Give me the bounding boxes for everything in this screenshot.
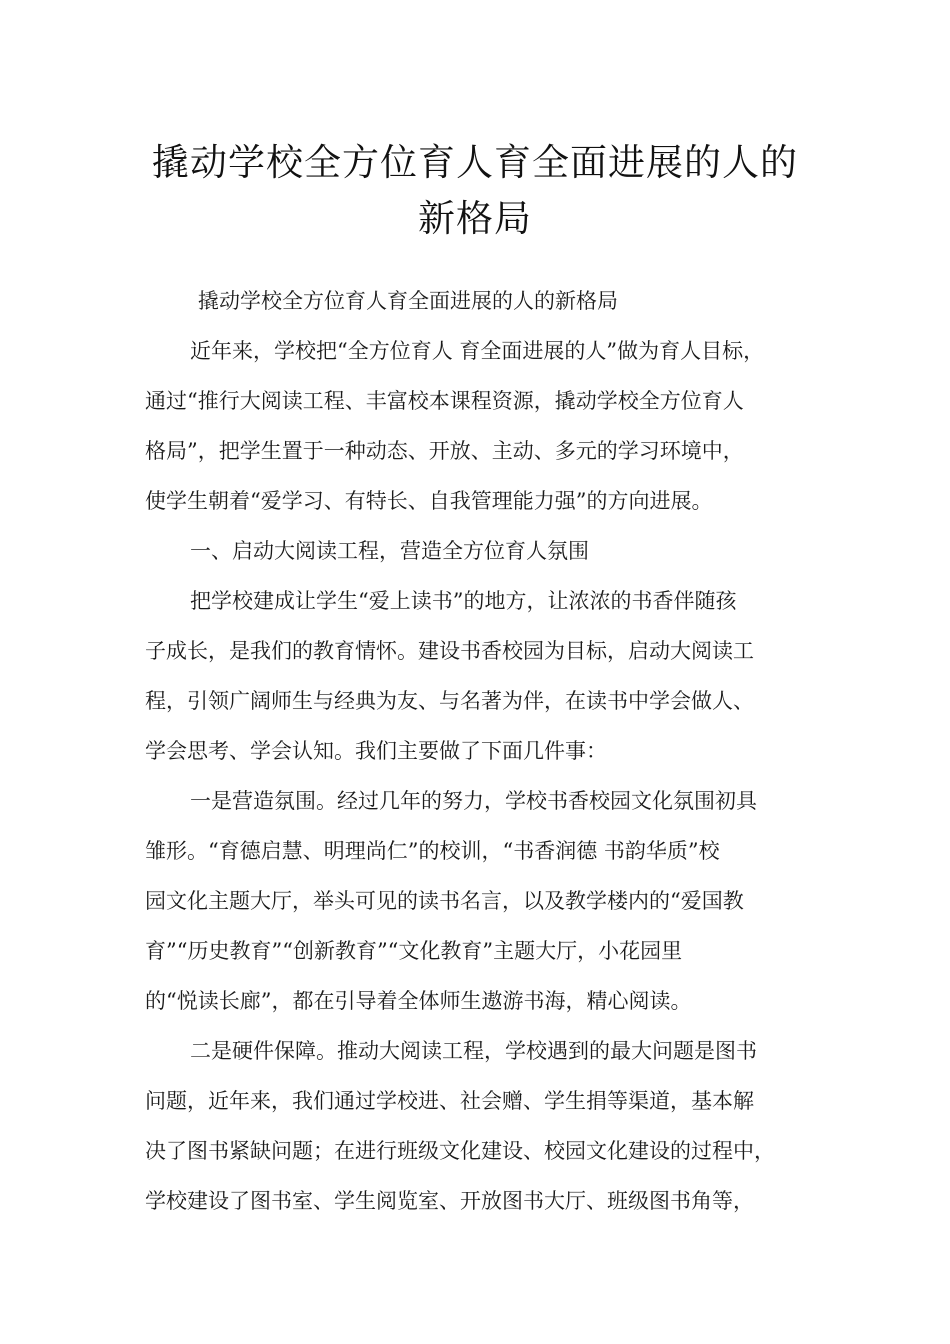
paragraph-3-line-4: 育”“历史教育”“创新教育”“文化教育”主题大厅，小花园里 — [145, 939, 683, 963]
document-subtitle: 撬动学校全方位育人育全面进展的人的新格局 — [198, 289, 618, 313]
paragraph-2-line-1: 把学校建成让学生“爱上读书”的地方，让浓浓的书香伴随孩 — [190, 589, 737, 613]
paragraph-3-line-1: 一是营造氛围。经过几年的努力，学校书香校园文化氛围初具 — [190, 789, 757, 813]
paragraph-3-line-5: 的“悦读长廊”，都在引导着全体师生遨游书海，精心阅读。 — [145, 989, 692, 1013]
paragraph-1-line-3: 格局”，把学生置于一种动态、开放、主动、多元的学习环境中， — [145, 439, 744, 463]
paragraph-4-line-3: 决了图书紧缺问题；在进行班级文化建设、校园文化建设的过程中， — [145, 1139, 775, 1163]
paragraph-1-line-4: 使学生朝着“爱学习、有特长、自我管理能力强”的方向进展。 — [145, 489, 713, 513]
paragraph-2-line-2: 子成长，是我们的教育情怀。建设书香校园为目标，启动大阅读工 — [145, 639, 754, 663]
paragraph-4-line-2: 问题，近年来，我们通过学校进、社会赠、学生捐等渠道，基本解 — [145, 1089, 754, 1113]
paragraph-2-line-3: 程，引领广阔师生与经典为友、与名著为伴，在读书中学会做人、 — [145, 689, 754, 713]
paragraph-1-line-1: 近年来，学校把“全方位育人 育全面进展的人”做为育人目标， — [190, 339, 765, 363]
paragraph-4-line-1: 二是硬件保障。推动大阅读工程，学校遇到的最大问题是图书 — [190, 1039, 757, 1063]
paragraph-4-line-4: 学校建设了图书室、学生阅览室、开放图书大厅、班级图书角等， — [145, 1189, 754, 1213]
paragraph-1-line-2: 通过“推行大阅读工程、丰富校本课程资源，撬动学校全方位育人 — [145, 389, 744, 413]
paragraph-3-line-2: 雏形。“育德启慧、明理尚仁”的校训，“书香润德 书韵华质”校 — [145, 839, 720, 863]
paragraph-2-line-4: 学会思考、学会认知。我们主要做了下面几件事： — [145, 739, 607, 763]
document-title-line-2: 新格局 — [418, 197, 532, 240]
paragraph-3-line-3: 园文化主题大厅，举头可见的读书名言，以及教学楼内的“爱国教 — [145, 889, 744, 913]
document-title-line-1: 撬动学校全方位育人育全面进展的人的 — [152, 141, 798, 184]
section-heading-1: 一、启动大阅读工程，营造全方位育人氛围 — [190, 539, 589, 563]
